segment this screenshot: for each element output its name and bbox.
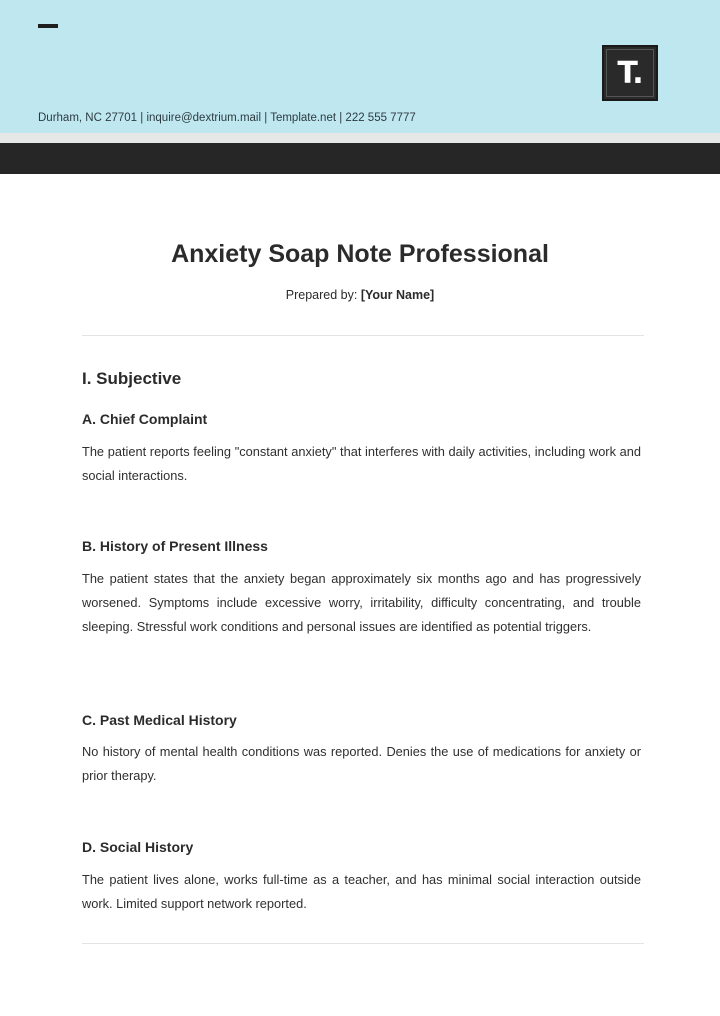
letterhead [0,0,720,133]
subheading-past-medical: C. Past Medical History [82,712,237,728]
header-dash-mark [38,24,58,28]
prepared-by [0,288,720,302]
document-title: Anxiety Soap Note Professional [171,240,549,268]
divider [82,335,644,336]
paragraph-social-history: The patient lives alone, works full-time as a teacher, and has minimal social interaction outside work. Limited support network reported. [82,872,641,911]
prepared-name: [Your Name] [360,288,435,302]
paragraph-past-medical: No history of mental health conditions was reported. Denies the use of medications for anxiety or prior therapy. [82,744,641,783]
subheading-present-illness: B. History of Present Illness [82,538,268,554]
section-heading-subjective: I. Subjective [82,369,182,388]
contact-line: Durham, NC 27701 | inquire@dextrium.mail | Template.net | 222 555 7777 [38,112,416,124]
paragraph-present-illness: The patient states that the anxiety began approximately six months ago and has progressively worsened. Symptoms include excessive worry, irritability, difficulty concentrating, and trouble sleeping. Stressful work conditions and personal issues are identified as potential triggers. [82,571,641,634]
paragraph-chief-complaint: The patient reports feeling "constant anxiety" that interferes with daily activities, including work and social interactions. [82,444,641,483]
header-separator [0,133,720,143]
subheading-chief-complaint: A. Chief Complaint [82,411,208,427]
subheading-social-history: D. Social History [82,839,194,855]
logo-text: T. [606,49,654,97]
header-dark-band [0,143,720,174]
prepared-label: Prepared by: [285,288,361,302]
divider [82,943,644,944]
company-logo [602,45,658,101]
